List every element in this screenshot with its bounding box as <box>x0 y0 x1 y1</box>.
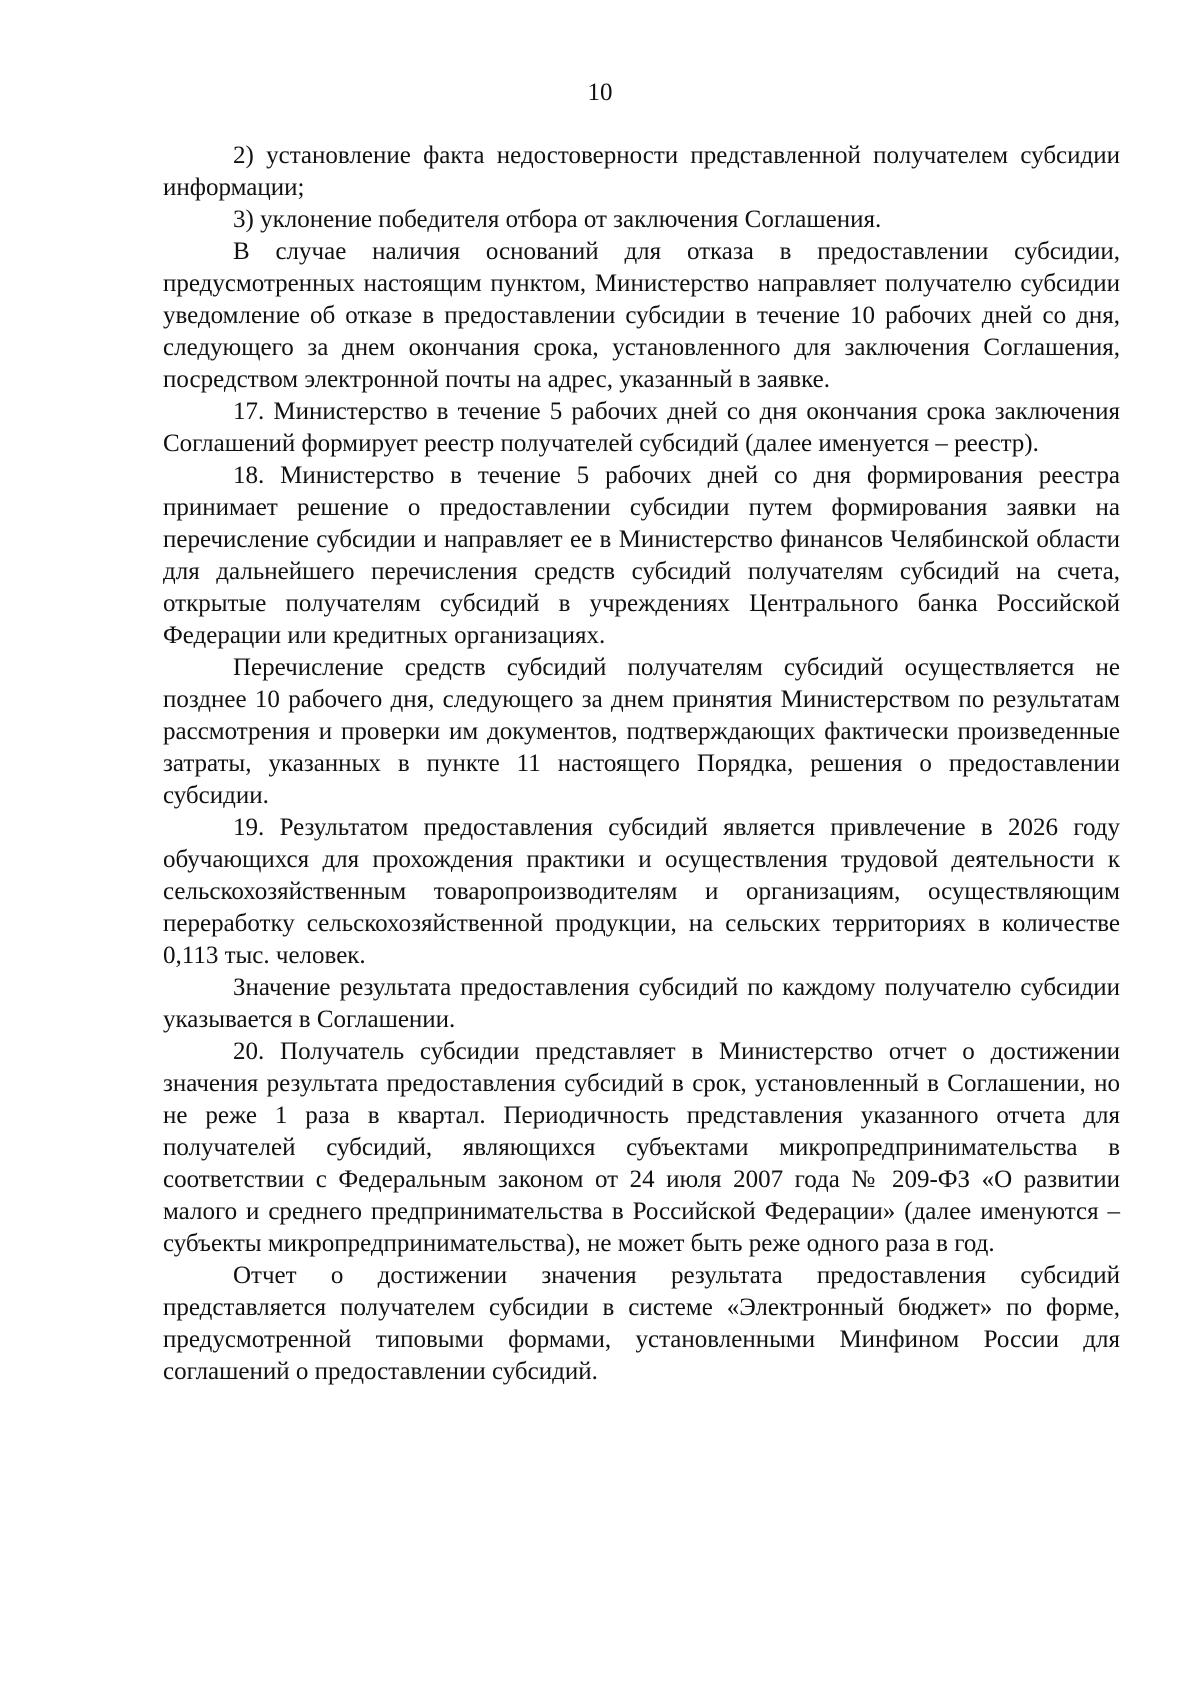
paragraph-result-value: Значение результата предоставления субсидий по каждому получателю субсидии указывается в Соглашении. <box>163 974 1120 1033</box>
paragraph-clause-20: 20. Получатель субсидии представляет в Министерство отчет о достижении значения результата предоставления субсидий в срок, установленный в Соглашении, но не реже 1 раза в квартал. Периодичность представления указанного отчета для получателей субсидий, являющихся субъектами микропредпринимательства в соответствии с Федеральным законом от 24 июля 2007 года № 209-ФЗ «О развитии малого и среднего предпринимательства в Российской Федерации» (далее именуются – субъекты микропредпринимательства), не может быть реже одного раза в год. <box>163 1038 1120 1257</box>
paragraph-transfer-terms: Перечисление средств субсидий получателям субсидий осуществляется не позднее 10 рабочего дня, следующего за днем принятия Министерством по результатам рассмотрения и проверки им документов, подтверждающих фактически произведенные затраты, указанных в пункте 11 настоящего Порядка, решения о предоставлении субсидии. <box>163 654 1120 809</box>
paragraph-clause-18: 18. Министерство в течение 5 рабочих дней со дня формирования реестра принимает решение о предоставлении субсидии путем формирования заявки на перечисление субсидии и направляет ее в Министерство финансов Челябинской области для дальнейшего перечисления средств субсидий получателям субсидий на счета, открытые получателям субсидий в учреждениях Центрального банка Российской Федерации или кредитных организациях. <box>163 462 1120 649</box>
paragraph-item-2: 2) установление факта недостоверности представленной получателем субсидии информации; <box>163 142 1120 201</box>
paragraph-refusal-notice: В случае наличия оснований для отказа в предоставлении субсидии, предусмотренных настоящим пунктом, Министерство направляет получателю субсидии уведомление об отказе в предоставлении субсидии в течение 10 рабочих дней со дня, следующего за днем окончания срока, установленного для заключения Соглашения, посредством электронной почты на адрес, указанный в заявке. <box>163 238 1120 393</box>
paragraph-report-submission: Отчет о достижении значения результата предоставления субсидий представляется получателем субсидии в системе «Электронный бюджет» по форме, предусмотренной типовыми формами, установленными Минфином России для соглашений о предоставлении субсидий. <box>163 1262 1120 1385</box>
page-number: 10 <box>587 79 613 106</box>
paragraph-clause-19: 19. Результатом предоставления субсидий является привлечение в 2026 году обучающихся для прохождения практики и осуществления трудовой деятельности к сельскохозяйственным товаропроизводителям и организациям, осуществляющим переработку сельскохозяйственной продукции, на сельских территориях в количестве 0,113 тыс. человек. <box>163 814 1120 969</box>
paragraph-item-3: 3) уклонение победителя отбора от заключения Соглашения. <box>233 206 882 233</box>
paragraph-clause-17: 17. Министерство в течение 5 рабочих дней со дня окончания срока заключения Соглашений формирует реестр получателей субсидий (далее именуется – реестр). <box>163 398 1120 457</box>
document-body <box>163 140 1120 1388</box>
